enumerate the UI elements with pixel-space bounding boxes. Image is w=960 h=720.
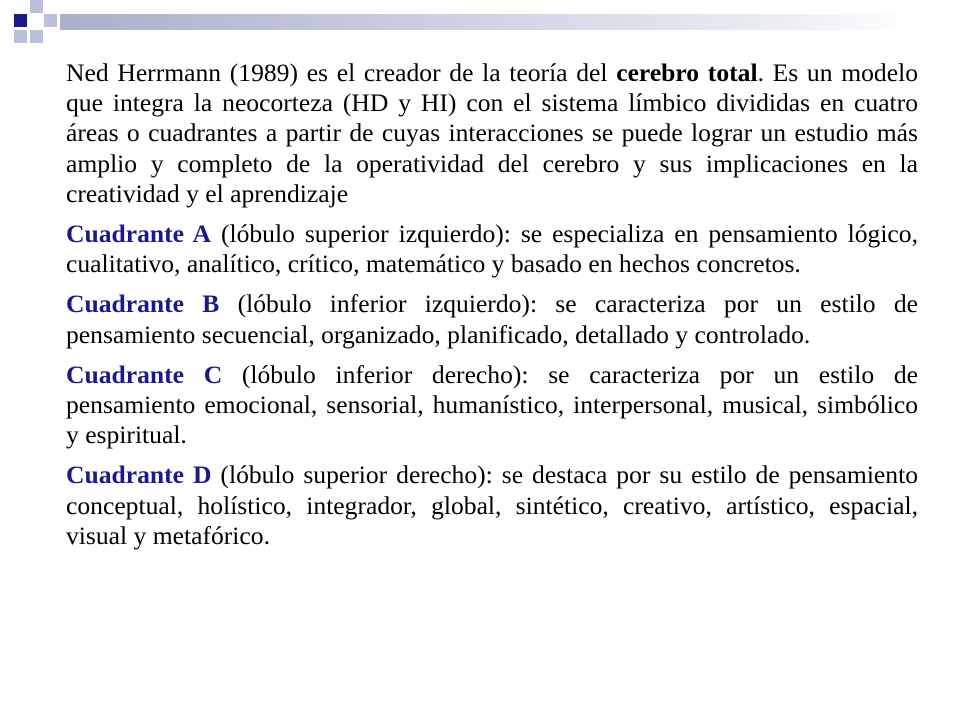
quadrant-b-paragraph: [66, 289, 918, 349]
decor-square: [44, 14, 57, 27]
title-bar-decoration: [60, 14, 920, 30]
quadrant-b-text: (lóbulo inferior izquierdo): se caracteriza por un estilo de pensamiento secuencial, organizado, planificado, detallado y controlado.: [66, 289, 918, 349]
intro-text: Ned Herrmann (1989) es el creador de la teoría del: [66, 58, 617, 87]
intro-paragraph: [66, 58, 918, 209]
quadrant-d-title: Cuadrante D: [66, 460, 212, 490]
quadrant-a-paragraph: [66, 219, 918, 279]
quadrant-d-text: (lóbulo superior derecho): se destaca por su estilo de pensamiento conceptual, holístico, integrador, global, sintético, creativo, artístico, espacial, visual y metafórico.: [66, 460, 918, 550]
quadrant-b-title: Cuadrante B: [66, 289, 220, 319]
decor-square: [14, 30, 27, 43]
slide-body: [66, 58, 918, 561]
decor-square: [30, 30, 43, 43]
quadrant-c-paragraph: [66, 360, 918, 451]
intro-text-rest: . Es un modelo que integra la neocorteza (HD y HI) con el sistema límbico divididas en cuatro áreas o cuadrantes a partir de cuyas interacciones se puede lograr un estudio más amplio y completo de la operatividad del cerebro y sus implicaciones en la creatividad y el aprendizaje: [66, 58, 918, 208]
quadrant-c-text: (lóbulo inferior derecho): se caracteriza por un estilo de pensamiento emocional, sensorial, humanístico, interpersonal, musical, simbólico y espiritual.: [66, 359, 918, 450]
quadrant-c-title: Cuadrante C: [66, 359, 223, 389]
decor-square: [30, 0, 43, 13]
decor-square: [14, 14, 27, 27]
quadrant-d-paragraph: [66, 460, 918, 551]
quadrant-a-text: (lóbulo superior izquierdo): se especializa en pensamiento lógico, cualitativo, analítico, crítico, matemático y basado en hechos concretos.: [66, 219, 918, 279]
intro-highlight: cerebro total: [616, 58, 758, 87]
quadrant-a-title: Cuadrante A: [66, 219, 212, 249]
